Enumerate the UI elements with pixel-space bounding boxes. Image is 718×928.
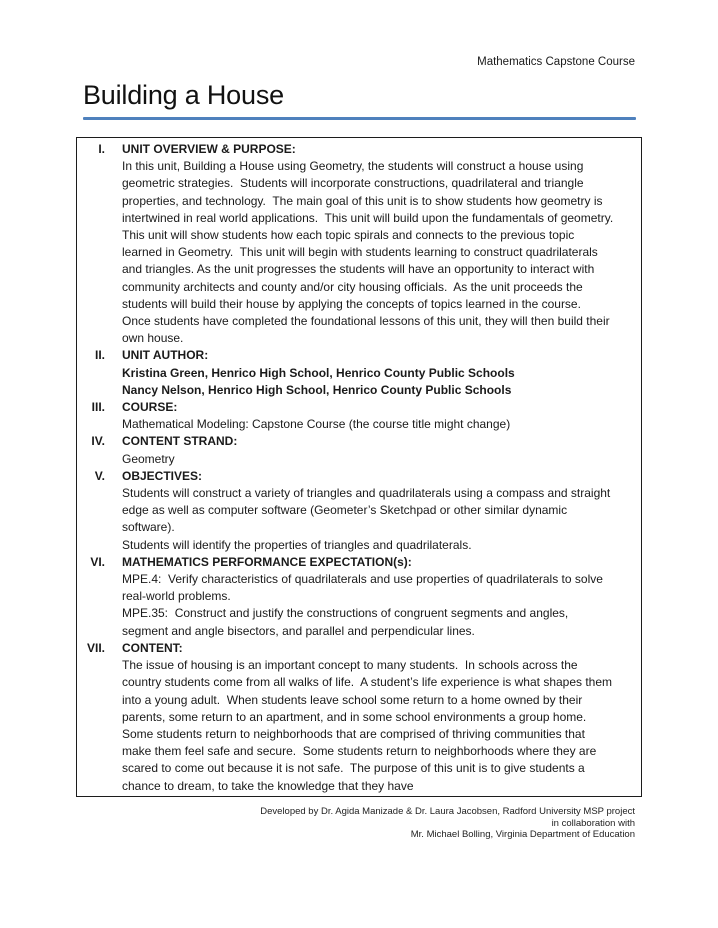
running-header: Mathematics Capstone Course xyxy=(477,56,635,68)
section-numeral: VII. xyxy=(86,640,105,655)
section-paragraph: Mathematical Modeling: Capstone Course (the course title might change) xyxy=(122,417,511,432)
section-body xyxy=(122,433,641,467)
footer-line: in collaboration with xyxy=(551,817,635,829)
outline-section xyxy=(77,554,641,640)
footer-line: Developed by Dr. Agida Manizade & Dr. Laura Jacobsen, Radford University MSP project xyxy=(260,806,635,817)
section-heading: CONTENT: xyxy=(122,640,183,655)
section-heading: CONTENT STRAND: xyxy=(122,434,238,449)
page-title: Building a House xyxy=(83,80,284,110)
section-paragraph: Kristina Green, Henrico High School, Henrico County Public Schools xyxy=(122,365,515,380)
outline-section xyxy=(77,640,641,795)
section-numeral: I. xyxy=(98,142,105,156)
section-numeral: III. xyxy=(91,400,105,415)
section-body xyxy=(122,399,641,433)
outline-section xyxy=(77,433,641,467)
outline-section xyxy=(77,347,641,399)
section-paragraph: The issue of housing is an important concept to many students. In schools across the country students come from all walks of life. A student’s life experience is what shapes them into a young adult. When students leave school some return to a home owned by their parents, some return to an apartment, and in some school environments a group home. Some students return to neighborhoods that are comprised of thriving communities that make them feel safe and secure. Some students return to neighborhoods where they are scared to come out because it is not safe. The purpose of this unit is to give students a chance to dream, to take the knowledge that they have xyxy=(122,658,616,793)
section-body xyxy=(122,468,641,554)
section-paragraph: MPE.35: Construct and justify the constructions of congruent segments and angles, segment and angle bisectors, and parallel and perpendicular lines. xyxy=(122,606,572,638)
section-paragraph: Geometry xyxy=(122,451,175,466)
section-body xyxy=(122,347,641,399)
section-heading: UNIT OVERVIEW & PURPOSE: xyxy=(122,142,296,156)
footer-line: Mr. Michael Bolling, Virginia Department of Education xyxy=(410,829,635,840)
section-body xyxy=(122,554,641,640)
outline-section xyxy=(77,141,641,347)
section-heading: OBJECTIVES: xyxy=(122,468,203,483)
section-heading: UNIT AUTHOR: xyxy=(122,348,209,363)
outline-box xyxy=(76,137,642,797)
outline-section xyxy=(77,399,641,433)
section-paragraph: Students will construct a variety of triangles and quadrilaterals using a compass and straight edge as well as computer software (Geometer’s Sketchpad or other similar dynamic software). xyxy=(122,486,614,535)
section-heading: COURSE: xyxy=(122,400,178,415)
section-numeral: IV. xyxy=(91,434,105,449)
outline-section xyxy=(77,468,641,554)
section-paragraph: Nancy Nelson, Henrico High School, Henrico County Public Schools xyxy=(122,382,512,397)
section-numeral: II. xyxy=(94,348,105,363)
section-paragraph: MPE.4: Verify characteristics of quadrilaterals and use properties of quadrilaterals to solve real-world problems. xyxy=(122,572,607,604)
outline-list xyxy=(77,141,641,795)
section-paragraph: In this unit, Building a House using Geometry, the students will construct a house using geometric strategies. Students will incorporate constructions, quadrilateral and triangle properties, and technology. The main goal of this unit is to show students how geometry is intertwined in real world applications. This unit will build upon the fundamentals of geometry. This unit will show students how each topic spirals and connects to the previous topic learned in Geometry. This unit will begin with students learning to construct quadrilaterals and triangles. As the unit progresses the students will have an opportunity to interact with community architects and county and/or city housing officials. As the unit proceeds the students will build their house by applying the concepts of topics learned in the course. Once students have completed the foundational lessons of this unit, they will then build their own house. xyxy=(122,159,617,346)
section-body xyxy=(122,141,641,347)
section-numeral: VI. xyxy=(90,554,105,569)
section-heading: MATHEMATICS PERFORMANCE EXPECTATION(s): xyxy=(122,554,412,569)
title-rule xyxy=(83,117,636,120)
page-footer xyxy=(260,806,635,841)
section-body xyxy=(122,640,641,795)
section-paragraph: Students will identify the properties of triangles and quadrilaterals. xyxy=(122,537,472,552)
section-numeral: V. xyxy=(94,468,105,483)
